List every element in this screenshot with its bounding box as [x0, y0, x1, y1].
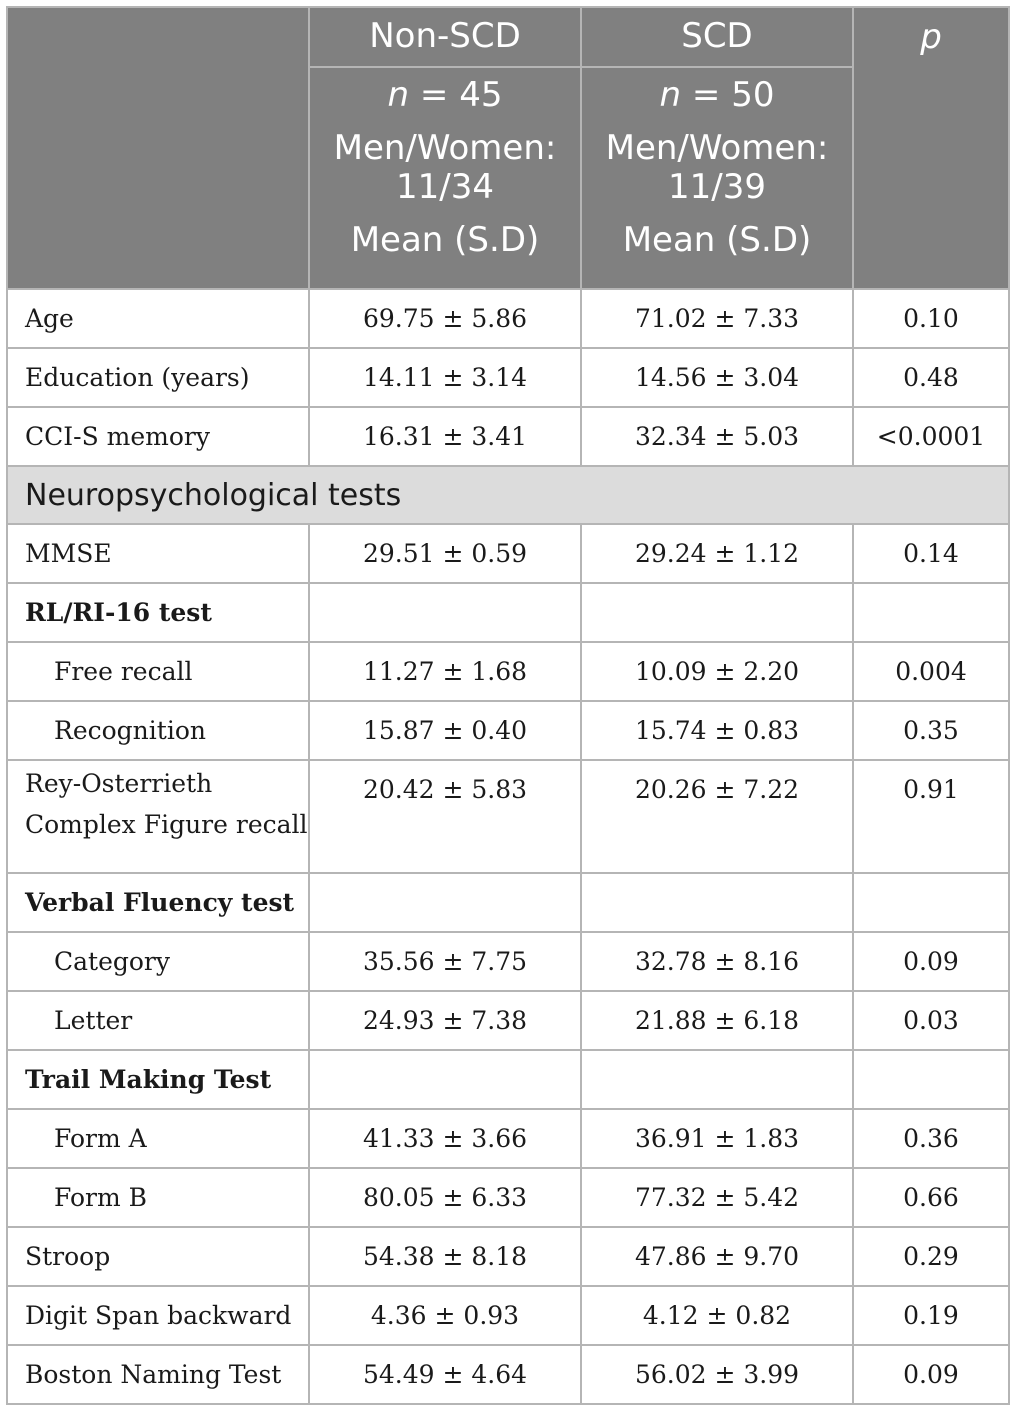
- scd-value: 10.09 ± 2.20: [581, 642, 853, 701]
- p-value: 0.66: [853, 1168, 1009, 1227]
- scd-value: 56.02 ± 3.99: [581, 1345, 853, 1404]
- p-value: 0.09: [853, 932, 1009, 991]
- table-row-form-b: [7, 1168, 1009, 1227]
- header-nonscd-sex-line1: Men/Women:: [333, 128, 557, 169]
- scd-value: 21.88 ± 6.18: [581, 991, 853, 1050]
- header-scd-n: n = 50: [659, 75, 775, 115]
- header-p-title: p: [853, 7, 1009, 289]
- scd-value: 15.74 ± 0.83: [581, 701, 853, 760]
- demographics-neuropsych-table: [6, 6, 1010, 1405]
- row-label: Digit Span backward: [7, 1286, 309, 1345]
- row-label: Form A: [7, 1109, 309, 1168]
- scd-value: 32.34 ± 5.03: [581, 407, 853, 466]
- nonscd-value: 41.33 ± 3.66: [309, 1109, 581, 1168]
- p-value: 0.03: [853, 991, 1009, 1050]
- row-label: Category: [7, 932, 309, 991]
- scd-value: 4.12 ± 0.82: [581, 1286, 853, 1345]
- table-row-mmse: [7, 524, 1009, 583]
- p-value: 0.19: [853, 1286, 1009, 1345]
- scd-value: 77.32 ± 5.42: [581, 1168, 853, 1227]
- table-row-rl-ri-16: [7, 583, 1009, 642]
- p-value: 0.29: [853, 1227, 1009, 1286]
- header-scd-sex-line1: Men/Women:: [605, 128, 829, 169]
- nonscd-value: 54.49 ± 4.64: [309, 1345, 581, 1404]
- row-group-label: RL/RI-16 test: [7, 583, 309, 642]
- table-row-cci-s: [7, 407, 1009, 466]
- row-label: Stroop: [7, 1227, 309, 1286]
- row-label: Recognition: [7, 701, 309, 760]
- row-label: Age: [7, 289, 309, 348]
- nonscd-value: 16.31 ± 3.41: [309, 407, 581, 466]
- row-label: MMSE: [7, 524, 309, 583]
- table-row-verbal-fluency: [7, 873, 1009, 932]
- p-value: 0.10: [853, 289, 1009, 348]
- scd-value: 36.91 ± 1.83: [581, 1109, 853, 1168]
- nonscd-value: 35.56 ± 7.75: [309, 932, 581, 991]
- header-nonscd-stat: Mean (S.D): [350, 220, 540, 261]
- header-row-top: [7, 7, 1009, 67]
- nonscd-value: 54.38 ± 8.18: [309, 1227, 581, 1286]
- row-label: CCI-S memory: [7, 407, 309, 466]
- nonscd-value: 11.27 ± 1.68: [309, 642, 581, 701]
- header-scd-stat: Mean (S.D): [622, 220, 812, 261]
- scd-value: 20.26 ± 7.22: [581, 760, 853, 873]
- table-row-free-recall: [7, 642, 1009, 701]
- table-row-rey-osterrieth: [7, 760, 1009, 873]
- nonscd-value: 24.93 ± 7.38: [309, 991, 581, 1050]
- row-group-label: Verbal Fluency test: [7, 873, 309, 932]
- section-title: Neuropsychological tests: [7, 466, 1009, 524]
- scd-value: 47.86 ± 9.70: [581, 1227, 853, 1286]
- header-nonscd-title: Non-SCD: [309, 7, 581, 67]
- row-label: Boston Naming Test: [7, 1345, 309, 1404]
- table-row-trail-making: [7, 1050, 1009, 1109]
- table-row-digit-span: [7, 1286, 1009, 1345]
- row-group-label: Trail Making Test: [7, 1050, 309, 1109]
- p-value: 0.91: [853, 760, 1009, 873]
- nonscd-value: 14.11 ± 3.14: [309, 348, 581, 407]
- p-value: 0.35: [853, 701, 1009, 760]
- p-value: 0.004: [853, 642, 1009, 701]
- table-row-form-a: [7, 1109, 1009, 1168]
- scd-value: 32.78 ± 8.16: [581, 932, 853, 991]
- table-row-boston-naming: [7, 1345, 1009, 1404]
- table-row-education: [7, 348, 1009, 407]
- header-nonscd-details: [309, 67, 581, 289]
- row-label: Education (years): [7, 348, 309, 407]
- header-scd-sex-line2: 11/39: [668, 167, 766, 208]
- nonscd-value: 80.05 ± 6.33: [309, 1168, 581, 1227]
- p-value: 0.09: [853, 1345, 1009, 1404]
- header-blank-cell: [7, 7, 309, 289]
- p-value: 0.36: [853, 1109, 1009, 1168]
- row-label: Form B: [7, 1168, 309, 1227]
- section-row: [7, 466, 1009, 524]
- nonscd-value: 20.42 ± 5.83: [309, 760, 581, 873]
- table-row-recognition: [7, 701, 1009, 760]
- table-row-age: [7, 289, 1009, 348]
- p-value: <0.0001: [853, 407, 1009, 466]
- row-label: Free recall: [7, 642, 309, 701]
- p-value: 0.48: [853, 348, 1009, 407]
- row-label: Rey-Osterrieth Complex Figure recall: [7, 760, 309, 873]
- scd-value: 71.02 ± 7.33: [581, 289, 853, 348]
- row-label: Letter: [7, 991, 309, 1050]
- nonscd-value: 29.51 ± 0.59: [309, 524, 581, 583]
- scd-value: 29.24 ± 1.12: [581, 524, 853, 583]
- header-nonscd-n: n = 45: [387, 75, 503, 115]
- table-row-category: [7, 932, 1009, 991]
- table-row-letter: [7, 991, 1009, 1050]
- p-value: 0.14: [853, 524, 1009, 583]
- nonscd-value: 4.36 ± 0.93: [309, 1286, 581, 1345]
- scd-value: 14.56 ± 3.04: [581, 348, 853, 407]
- header-scd-details: [581, 67, 853, 289]
- table-row-stroop: [7, 1227, 1009, 1286]
- header-nonscd-sex-line2: 11/34: [396, 167, 494, 208]
- nonscd-value: 69.75 ± 5.86: [309, 289, 581, 348]
- nonscd-value: 15.87 ± 0.40: [309, 701, 581, 760]
- header-scd-title: SCD: [581, 7, 853, 67]
